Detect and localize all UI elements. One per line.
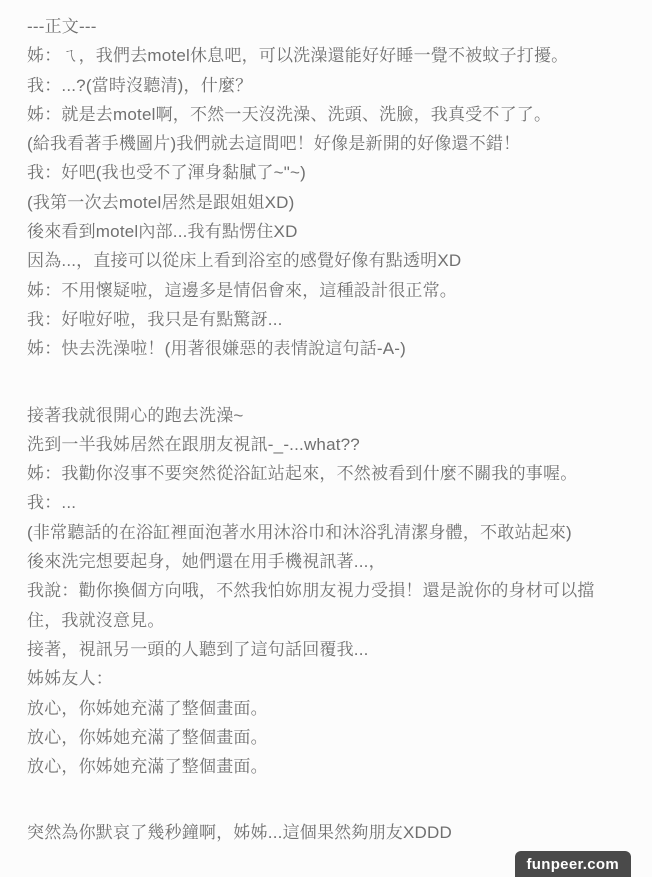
paragraph-gap bbox=[27, 781, 630, 818]
story-line: 我：好吧(我也受不了渾身黏膩了~"~) bbox=[27, 163, 307, 183]
story-line: 我：... bbox=[27, 493, 77, 513]
paragraph-gap bbox=[27, 364, 630, 401]
story-line: 姊：ㄟ，我們去motel休息吧，可以洗澡還能好好睡一覺不被蚊子打擾。 bbox=[27, 46, 569, 66]
story-line: 放心，你姊她充滿了整個畫面。 bbox=[27, 757, 268, 777]
story-paragraph bbox=[27, 818, 630, 847]
story-line: 突然為你默哀了幾秒鐘啊，姊姊...這個果然夠朋友XDDD bbox=[27, 823, 452, 843]
story-line: (我第一次去motel居然是跟姐姐XD) bbox=[27, 192, 295, 212]
story-paragraph bbox=[27, 401, 630, 782]
story-line: 姊：我勸你沒事不要突然從浴缸站起來，不然被看到什麼不關我的事喔。 bbox=[27, 464, 578, 484]
story-paragraph bbox=[27, 12, 630, 364]
story-line: 後來看到motel內部...我有點愣住XD bbox=[27, 222, 298, 242]
funpeer-watermark-badge: funpeer.com bbox=[515, 851, 632, 877]
story-line: 我：好啦好啦，我只是有點驚訝... bbox=[27, 309, 283, 329]
story-line: 接著，視訊另一頭的人聽到了這句話回覆我... bbox=[27, 639, 369, 659]
story-line: 姊：就是去motel啊，不然一天沒洗澡、洗頭、洗臉，我真受不了了。 bbox=[27, 104, 552, 124]
story-line: 因為...，直接可以從床上看到浴室的感覺好像有點透明XD bbox=[27, 251, 462, 271]
story-line: 後來洗完想要起身，她們還在用手機視訊著...， bbox=[27, 552, 386, 572]
story-line: 接著我就很開心的跑去洗澡~ bbox=[27, 405, 244, 425]
story-line: 洗到一半我姊居然在跟朋友視訊-_-...what?? bbox=[27, 434, 360, 454]
body-marker: ---正文--- bbox=[27, 17, 97, 36]
story-line: 姊姊友人： bbox=[27, 669, 113, 689]
story-line: (非常聽話的在浴缸裡面泡著水用沐浴巾和沐浴乳清潔身體，不敢站起來) bbox=[27, 522, 572, 542]
story-line: 放心，你姊她充滿了整個畫面。 bbox=[27, 698, 268, 718]
story-line: 姊：不用懷疑啦，這邊多是情侶會來，這種設計很正常。 bbox=[27, 280, 457, 300]
story-line: 放心，你姊她充滿了整個畫面。 bbox=[27, 727, 268, 747]
story-line: 姊：快去洗澡啦！(用著很嫌惡的表情說這句話-A-) bbox=[27, 339, 406, 359]
story-line: 我說：勸你換個方向哦，不然我怕妳朋友視力受損！還是說你的身材可以擋 bbox=[27, 581, 595, 601]
story-line: (給我看著手機圖片)我們就去這間吧！好像是新開的好像還不錯！ bbox=[27, 134, 521, 154]
story-line: 我：...?(當時沒聽清)，什麼？ bbox=[27, 75, 253, 95]
story-line: 住，我就沒意見。 bbox=[27, 610, 165, 630]
